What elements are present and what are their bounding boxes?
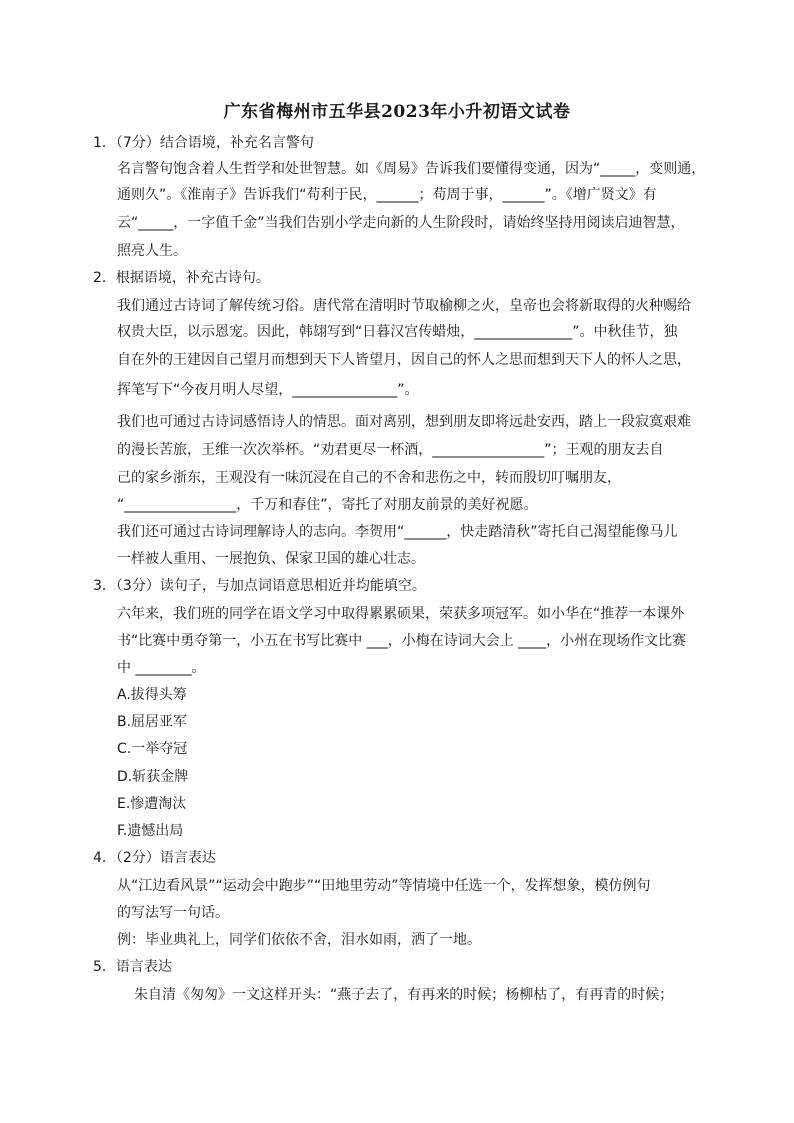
q3-option-f: F.遗憾出局	[117, 823, 184, 839]
q1-text-line-4: 照亮人生。	[117, 243, 187, 259]
q2-text-line-5: 我们也可通过古诗词感悟诗人的情思。面对离别，想到朋友即将远赴安西，踏上一段寂寞艰难	[117, 414, 691, 430]
q3-option-a: A.拔得头筹	[117, 687, 187, 703]
question-5-heading: 5．语言表达	[93, 959, 172, 975]
q4-text-line-1: 从“江边看风景”“运动会中跑步”“田地里劳动”等情境中任选一个，发挥想象，模仿例句	[117, 878, 651, 894]
q2-text-line-9: 我们还可通过古诗词理解诗人的志向。李贺用“______，快走踏清秋”寄托自己渴望能像马儿	[117, 524, 678, 540]
question-4-heading: 4．（2分）语言表达	[93, 850, 216, 866]
q2-text-line-2: 权贵大臣，以示恩宠。因此，韩翃写到“日暮汉宫传蜡烛，______________”。中秋佳节，独	[117, 324, 678, 340]
question-3-heading: 3．（3分）读句子，与加点词语意思相近并均能填空。	[93, 578, 426, 594]
question-1-heading: 1．（7分）结合语境，补充名言警句	[93, 135, 314, 151]
q3-text-line-1: 六年来，我们班的同学在语文学习中取得累累硕果，荣获多项冠军。如小华在“推荐一本课外	[117, 606, 685, 622]
q2-text-line-8: “________________，千万和春住”，寄托了对朋友前景的美好祝愿。	[117, 497, 538, 513]
q3-option-e: E.惨遭淘汰	[117, 796, 187, 812]
q2-text-line-3: 自在外的王建因自己望月而想到天下人皆望月，因自己的怀人之思而想到天下人的怀人之思，	[117, 352, 691, 368]
page-title: 广东省梅州市五华县2023年小升初语文试卷	[223, 102, 571, 122]
q2-text-line-7: 己的家乡浙东，王观没有一味沉浸在自己的不舍和悲伤之中，转而殷切叮嘱朋友，	[117, 470, 621, 486]
q3-text-line-2: 书“比赛中勇夺第一，小五在书写比赛中 ___，小梅在诗词大会上 ____，小州在现场作文比赛	[117, 633, 687, 649]
q4-text-line-2: 的写法写一句话。	[117, 905, 229, 921]
q1-text-line-2: 通则久”。《淮南子》告诉我们“苟利于民，______；苟周于事，______”。《增广贤文》有	[117, 187, 657, 203]
q3-text-line-3: 中 ________。	[117, 660, 206, 676]
q2-text-line-6: 的漫长苦旅，王维一次次举杯。“劝君更尽一杯酒，________________”；王观的朋友去自	[117, 442, 664, 458]
q3-option-d: D.斩获金牌	[117, 769, 189, 785]
q4-example: 例：毕业典礼上，同学们依依不舍，泪水如雨，洒了一地。	[117, 932, 481, 948]
question-2-heading: 2．根据语境，补充古诗句。	[93, 270, 270, 286]
q2-text-line-1: 我们通过古诗词了解传统习俗。唐代常在清明时节取榆柳之火，皇帝也会将新取得的火种赐给	[117, 298, 691, 314]
q1-text-line-1: 名言警句饱含着人生哲学和处世智慧。如《周易》告诉我们要懂得变通，因为“_____，变则通，	[117, 161, 706, 177]
q2-text-line-4: 挥笔写下“今夜月明人尽望，_______________”。	[117, 382, 419, 398]
q3-option-b: B.屈居亚军	[117, 714, 188, 730]
q3-option-c: C.一举夺冠	[117, 741, 188, 757]
q5-text-line-1: 朱自清《匆匆》一文这样开头：“燕子去了，有再来的时候；杨柳枯了，有再青的时候；	[134, 987, 674, 1003]
q2-text-line-10: 一样被人重用、一展抱负、保家卫国的雄心壮志。	[117, 551, 425, 567]
q1-text-line-3: 云“_____，一字值千金”当我们告别小学走向新的人生阶段时，请始终坚持用阅读启迪智慧，	[117, 215, 685, 231]
